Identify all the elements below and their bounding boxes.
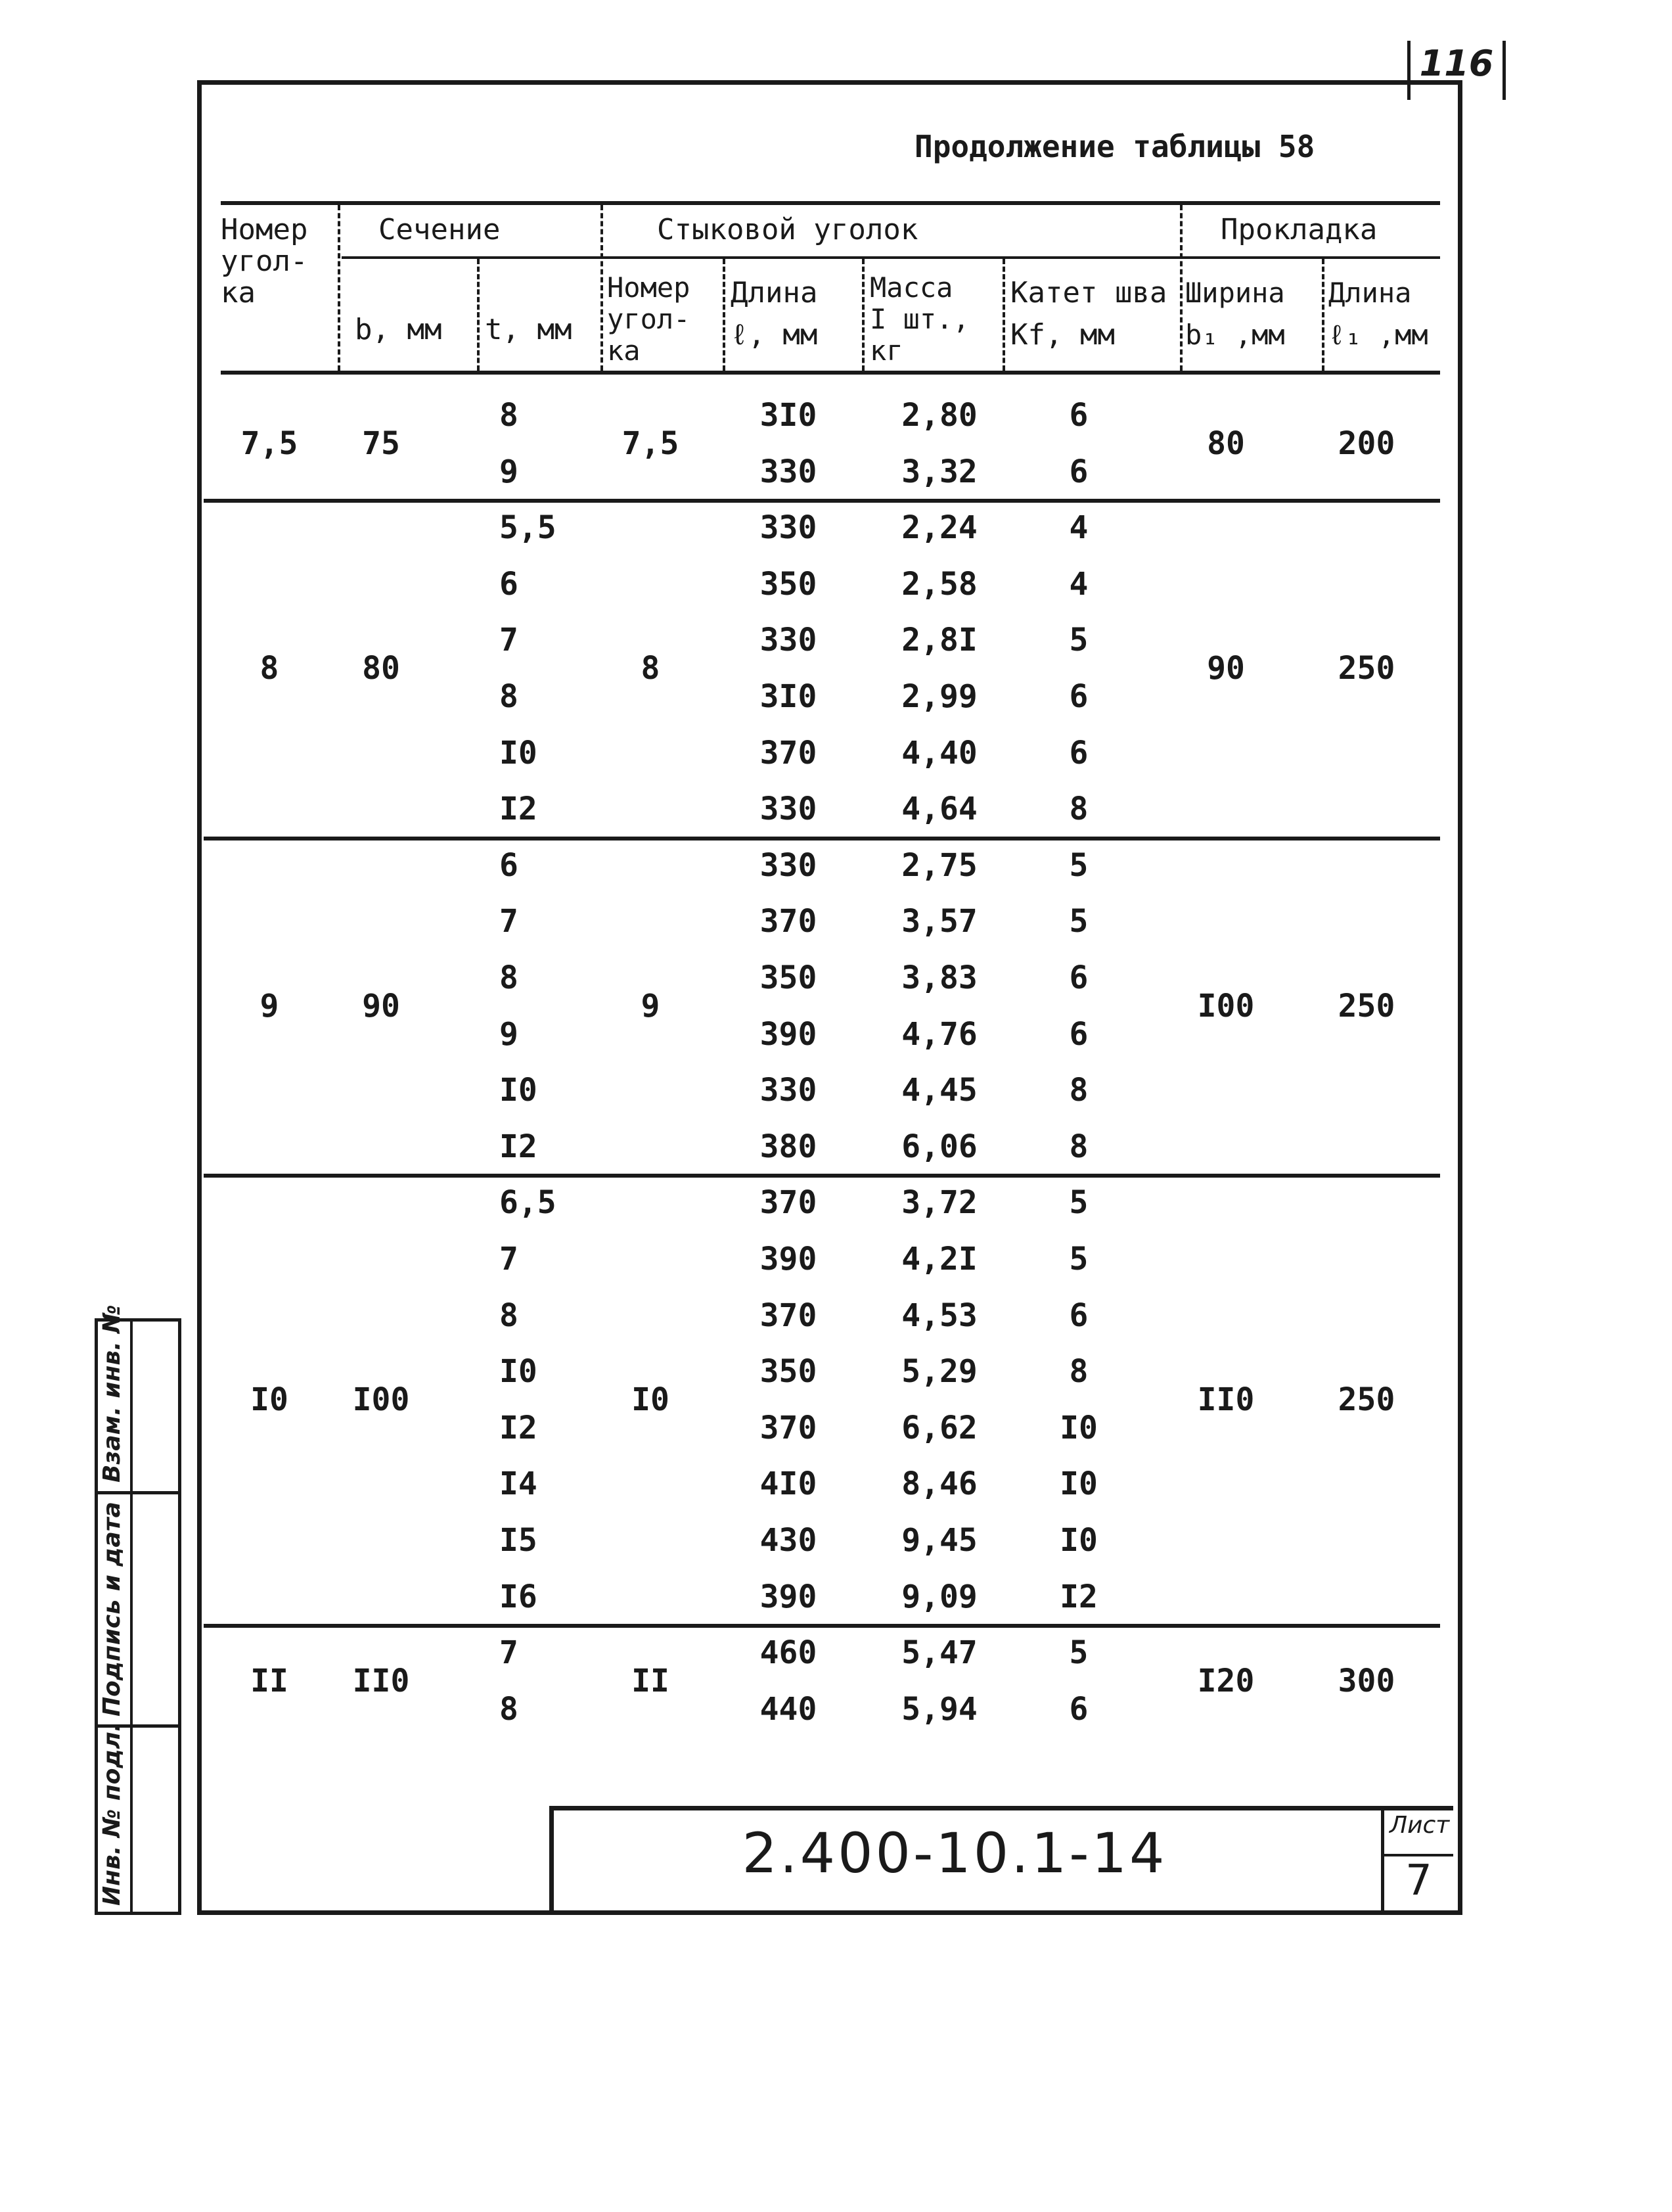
sheet-number: 7 [1384,1854,1453,1905]
cell-joint-no: I0 [631,1381,669,1418]
cell-thickness: 7 [499,1634,518,1672]
cell-length: 370 [759,1297,817,1334]
cell-mass: 2,99 [901,678,978,715]
cell-spacer-width: 90 [1207,650,1245,687]
cell-section-b: 75 [362,425,400,462]
cell-length: 330 [759,453,817,490]
cell-thickness: 6 [499,565,518,603]
cell-section-b: I00 [352,1381,410,1418]
sheet-box [1381,1810,1453,1911]
header-mass: Масса I шт., кг [870,271,970,367]
cell-thickness: I0 [499,1353,537,1391]
cell-weld-leg: 6 [1069,734,1089,772]
cell-angle-no: 9 [260,987,279,1025]
cell-length: 330 [759,846,817,884]
cell-mass: 3,72 [901,1184,978,1222]
cell-weld-leg: 5 [1069,846,1089,884]
cell-weld-leg: 6 [1069,678,1089,715]
cell-weld-leg: 5 [1069,1634,1089,1672]
cell-thickness: 6,5 [499,1184,556,1222]
cell-weld-leg: I2 [1060,1578,1098,1615]
cell-length: 330 [759,622,817,659]
cell-thickness: 7 [499,903,518,940]
sheet-label: Лист [1390,1812,1450,1839]
cell-weld-leg: I0 [1060,1522,1098,1559]
cell-mass: 3,83 [901,959,978,996]
cell-length: 430 [759,1522,817,1559]
cell-spacer-length: 250 [1338,1381,1395,1418]
cell-weld-leg: 8 [1069,791,1089,828]
cell-length: 380 [759,1128,817,1165]
cell-thickness: 8 [499,1297,518,1334]
cell-joint-no: 7,5 [621,425,679,462]
cell-mass: 2,58 [901,565,978,603]
cell-length: 350 [759,1353,817,1391]
header-angle-no: Номер угол- ка [221,213,308,310]
cell-thickness: 8 [499,678,518,715]
cell-weld-leg: 5 [1069,622,1089,659]
cell-mass: 4,53 [901,1297,978,1334]
cell-mass: 5,47 [901,1634,978,1672]
cell-mass: 6,06 [901,1128,978,1165]
cell-weld-leg: 8 [1069,1072,1089,1109]
group-divider [204,1624,1440,1628]
cell-spacer-width: II0 [1197,1381,1255,1418]
cell-length: 3I0 [759,397,817,434]
cell-weld-leg: 6 [1069,1015,1089,1053]
header-t: t, мм [485,313,572,346]
cell-mass: 5,29 [901,1353,978,1391]
group-divider [204,837,1440,841]
stamp-replacement-inv: Взам. инв. № [99,1304,125,1483]
stamp-original-inv: Инв. № подл. [99,1722,125,1906]
cell-length: 460 [759,1634,817,1672]
cell-joint-no: 9 [641,987,660,1025]
cell-length: 330 [759,791,817,828]
cell-mass: 4,2I [901,1241,978,1278]
cell-length: 350 [759,565,817,603]
cell-mass: 4,45 [901,1072,978,1109]
cell-thickness: 6 [499,846,518,884]
cell-weld-leg: I0 [1060,1465,1098,1503]
cell-section-b: 90 [362,987,400,1025]
cell-weld-leg: 6 [1069,453,1089,490]
cell-weld-leg: 8 [1069,1353,1089,1391]
cell-thickness: 9 [499,453,518,490]
cell-spacer-width: 80 [1207,425,1245,462]
cell-thickness: 5,5 [499,509,556,547]
cell-thickness: 7 [499,1241,518,1278]
cell-thickness: 8 [499,397,518,434]
cell-thickness: I0 [499,1072,537,1109]
cell-mass: 5,94 [901,1690,978,1728]
cell-spacer-length: 250 [1338,987,1395,1025]
cell-mass: 9,09 [901,1578,978,1615]
cell-mass: 6,62 [901,1409,978,1446]
cell-length: 4I0 [759,1465,817,1503]
header-b: b, мм [355,313,442,346]
group-divider [204,1174,1440,1178]
cell-joint-no: II [631,1663,669,1699]
cell-weld-leg: 8 [1069,1128,1089,1165]
cell-weld-leg: 5 [1069,1184,1089,1222]
cell-spacer-width: I20 [1197,1663,1255,1699]
cell-mass: 4,64 [901,791,978,828]
cell-length: 390 [759,1241,817,1278]
cell-mass: 2,24 [901,509,978,547]
cell-section-b: 80 [362,650,400,687]
cell-length: 370 [759,1409,817,1446]
cell-thickness: 8 [499,959,518,996]
cell-thickness: 8 [499,1690,518,1728]
title-block [549,1806,1453,1911]
cell-mass: 2,75 [901,846,978,884]
cell-spacer-length: 200 [1338,425,1395,462]
cell-weld-leg: 6 [1069,397,1089,434]
cell-mass: 9,45 [901,1522,978,1559]
cell-angle-no: 7,5 [240,425,298,462]
cell-thickness: I0 [499,734,537,772]
cell-length: 390 [759,1015,817,1053]
cell-length: 440 [759,1690,817,1728]
cell-length: 350 [759,959,817,996]
cell-weld-leg: 5 [1069,903,1089,940]
cell-weld-leg: 6 [1069,1297,1089,1334]
cell-thickness: 7 [499,622,518,659]
cell-spacer-length: 300 [1338,1663,1395,1699]
cell-joint-no: 8 [641,650,660,687]
cell-length: 370 [759,1184,817,1222]
cell-weld-leg: 4 [1069,565,1089,603]
cell-thickness: I6 [499,1578,537,1615]
page-number: 116 [1407,41,1506,100]
cell-angle-no: 8 [260,650,279,687]
cell-angle-no: II [250,1663,288,1699]
cell-length: 3I0 [759,678,817,715]
header-spacer-width: Ширина b₁ ,мм [1185,277,1285,351]
cell-section-b: II0 [352,1663,410,1699]
cell-length: 370 [759,903,817,940]
header-joint-angle: Стыковой уголок [657,213,918,246]
cell-length: 330 [759,1072,817,1109]
cell-weld-leg: 6 [1069,959,1089,996]
header-spacer-length: Длина ℓ₁ ,мм [1328,277,1428,351]
group-divider [204,499,1440,503]
header-length: Длина ℓ, мм [731,276,818,352]
cell-thickness: I2 [499,791,537,828]
cell-mass: 3,57 [901,903,978,940]
cell-mass: 8,46 [901,1465,978,1503]
header-section: Сечение [378,213,501,246]
table-heading: Продолжение таблицы 58 [915,129,1315,164]
cell-length: 390 [759,1578,817,1615]
cell-length: 330 [759,509,817,547]
cell-thickness: I5 [499,1522,537,1559]
cell-thickness: I4 [499,1465,537,1503]
cell-angle-no: I0 [250,1381,288,1418]
cell-weld-leg: I0 [1060,1409,1098,1446]
header-joint-no: Номер угол- ка [607,271,690,367]
cell-thickness: I2 [499,1409,537,1446]
cell-mass: 4,76 [901,1015,978,1053]
cell-length: 370 [759,734,817,772]
cell-mass: 3,32 [901,453,978,490]
stamp-signature-date: Подпись и дата [99,1502,125,1717]
cell-spacer-length: 250 [1338,650,1395,687]
cell-thickness: 9 [499,1015,518,1053]
cell-weld-leg: 5 [1069,1241,1089,1278]
cell-weld-leg: 6 [1069,1690,1089,1728]
header-spacer: Прокладка [1221,213,1378,246]
cell-mass: 4,40 [901,734,978,772]
cell-mass: 2,8I [901,622,978,659]
cell-spacer-width: I00 [1197,987,1255,1025]
cell-thickness: I2 [499,1128,537,1165]
cell-weld-leg: 4 [1069,509,1089,547]
document-code: 2.400-10.1-14 [742,1821,1167,1885]
header-weld: Катет шва Kf, мм [1010,276,1167,352]
cell-mass: 2,80 [901,397,978,434]
